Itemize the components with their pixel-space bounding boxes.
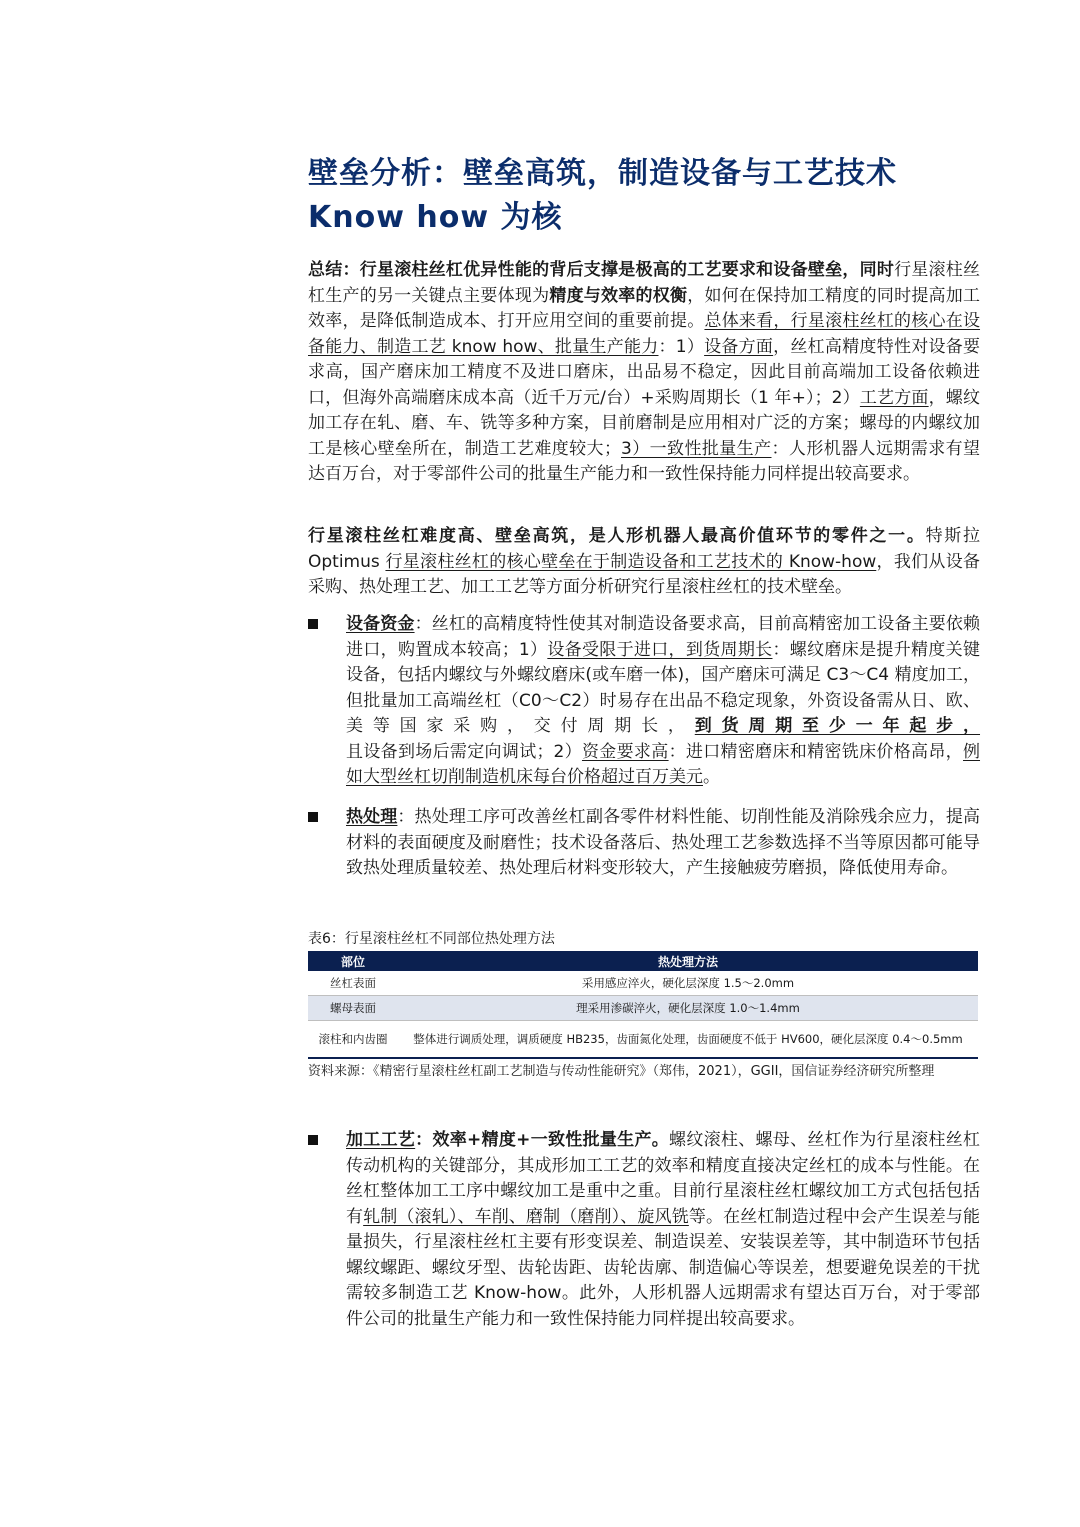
summary-text-4: ，丝杠高精度特性对设备要求高，国产磨床加工精度不及进口磨床，出品易不稳定，因此目前高端加工设备依赖进口，但海外高端磨床成本高（近千万元/台）+采购周期长（1 年+）；2） <box>308 336 981 408</box>
section-title-line1: 壁垒分析：壁垒高筑，制造设备与工艺技术 <box>308 156 897 191</box>
table-caption: 表6：行星滚柱丝杠不同部位热处理方法 <box>308 931 555 947</box>
summary-underline-3: 工艺方面 <box>859 387 929 408</box>
summary-text-2: ，如何在保持加工精度的同时提高加工效率，是降低制造成本、打开应用空间的重要前提。 <box>308 285 981 331</box>
bullet-equipment-bold-underline: 到货周期至少一年起步， <box>694 716 981 736</box>
bullet-equipment-text-5: 。 <box>703 767 720 787</box>
bullet-square-icon <box>308 812 318 822</box>
barrier-paragraph <box>308 524 980 601</box>
table-header-method: 热处理方法 <box>398 951 978 971</box>
summary-bold-1: 行星滚柱丝杠优异性能的背后支撑是极高的工艺要求和设备壁垒， <box>359 260 860 280</box>
bullet-processing-text <box>346 1128 980 1332</box>
barrier-text-1: 特斯拉 Optimus <box>308 526 981 572</box>
summary-text-5: ，螺纹加工存在轧、磨、车、铣等多种方案，目前磨制是应用相对广泛的方案；螺母的内螺纹加工是核心壁垒所在，制造工艺难度较大； <box>308 387 980 459</box>
summary-text-6: ：人形机器人远期需求有望达百万台，对于零部件公司的批量生产能力和一致性保持能力同样提出较高要求。 <box>308 438 981 484</box>
bullet-square-icon <box>308 619 318 629</box>
bullet-heat-label: 热处理 <box>346 807 398 827</box>
summary-bold-3: 精度与效率的权衡 <box>549 285 688 306</box>
bullet-processing-underline: 轧制（滚轧）、车削、磨制（磨削）、旋风铣 <box>363 1206 689 1227</box>
table-row <box>308 996 978 1021</box>
table-cell-part: 螺母表面 <box>308 996 398 1021</box>
table-header-part: 部位 <box>308 951 398 971</box>
summary-text-1: 行星滚柱丝杠生产的另一关键点主要体现为 <box>308 260 981 306</box>
summary-bold-2: 同时 <box>859 260 895 280</box>
table-cell-part: 丝杠表面 <box>308 971 398 996</box>
bullet-heat-body: ：热处理工序可改善丝杠副各零件材料性能、切削性能及消除残余应力，提高材料的表面硬度及耐磨性；技术设备落后、热处理工艺参数选择不当等原因都可能导致热处理质量较差、热处理后材料变形较大，产生接触疲劳磨损，降低使用寿命。 <box>346 807 981 878</box>
bullet-equipment-underline-3: 例如大型丝杠切削制造机床每台价格超过百万美元 <box>346 741 981 787</box>
summary-underline-1: 总体来看，行星滚柱丝杠的核心在设备能力、制造工艺 know how、批量生产能力 <box>308 311 981 357</box>
bullet-equipment-text-4: ：进口精密磨床和精密铣床价格高昂， <box>668 741 964 762</box>
bullet-equipment-label: 设备资金 <box>346 614 415 634</box>
section-title-line2: Know how 为核 <box>308 200 563 235</box>
bullet-equipment-text-1: ：丝杠的高精度特性使其对制造设备要求高，目前高精密加工设备主要依赖进口，购置成本较高；1） <box>346 614 981 660</box>
summary-paragraph <box>308 258 980 488</box>
section-title <box>308 152 998 240</box>
bullet-processing-text-1: 螺纹滚柱、螺母、丝杠作为行星滚柱丝杠传动机构的关键部分，其成形加工工艺的效率和精度直接决定丝杠的成本与性能。在丝杠整体加工工序中螺纹加工是重中之重。目前行星滚柱丝杠螺纹加工方式包括包括有 <box>346 1130 981 1227</box>
table-cell-method: 理采用渗碳淬火，硬化层深度 1.0～1.4mm <box>398 996 978 1021</box>
table-row <box>308 1021 978 1059</box>
bullet-equipment-underline-2: 资金要求高 <box>581 741 669 762</box>
table-cell-part: 滚柱和内齿圈 <box>308 1021 398 1059</box>
barrier-bold: 行星滚柱丝杠难度高、壁垒高筑，是人形机器人最高价值环节的零件之一。 <box>308 526 926 546</box>
bullet-processing-label: 加工工艺 <box>346 1130 416 1150</box>
barrier-text-2: ，我们从设备采购、热处理工艺、加工工艺等方面分析研究行星滚柱丝杠的技术壁垒。 <box>308 551 981 597</box>
barrier-underline: 行星滚柱丝杠的核心壁垒在于制造设备和工艺技术的 Know-how <box>385 551 877 572</box>
summary-underline-2: 设备方面 <box>704 336 774 357</box>
bullet-heat-text <box>346 805 980 882</box>
bullet-processing-text-2: 等。在丝杠制造过程中会产生误差与能量损失，行星滚柱丝杠主要有形变误差、制造误差、安装误差等，其中制造环节包括螺纹螺距、螺纹牙型、齿轮齿距、齿轮齿廓、制造偏心等误差，想要避免误差的干扰需较多制造工艺 Know-how。此外，人形机器人远期需求有望达百万台，对于零部件公司的批量生产能力和一致性保持能力同样提出较高要求。 <box>346 1206 981 1329</box>
heat-treatment-table <box>308 951 978 1059</box>
bullet-equipment-text-2: ：螺纹磨床是提升精度关键设备，包括内螺纹与外螺纹磨床(或车磨一体)，国产磨床可满足 C3～C4 精度加工，但批量加工高端丝杠（C0～C2）时易存在出品不稳定现象，外资设备需从日、欧、美等国家采购，交付周期长， <box>346 639 980 736</box>
bullet-equipment-underline-1: 设备受限于进口，到货周期长 <box>547 639 773 660</box>
table-row <box>308 971 978 996</box>
table-cell-method: 采用感应淬火，硬化层深度 1.5～2.0mm <box>398 971 978 996</box>
bullet-equipment-text-3: 且设备到场后需定向调试；2） <box>346 741 582 762</box>
table-source: 资料来源：《精密行星滚柱丝杠副工艺制造与传动性能研究》（郑伟，2021），GGII，国信证券经济研究所整理 <box>308 1064 935 1079</box>
summary-label: 总结： <box>308 260 360 280</box>
table-cell-method: 整体进行调质处理，调质硬度 HB235，齿面氮化处理，齿面硬度不低于 HV600，硬化层深度 0.4～0.5mm <box>398 1021 978 1059</box>
summary-underline-4: 3）一致性批量生产 <box>620 438 772 459</box>
bullet-processing-bold: ：效率+精度+一致性批量生产。 <box>415 1130 670 1150</box>
summary-text-3: ：1） <box>658 336 705 357</box>
bullet-square-icon <box>308 1135 318 1145</box>
bullet-equipment-text <box>346 612 980 791</box>
table-header-row <box>308 951 978 971</box>
